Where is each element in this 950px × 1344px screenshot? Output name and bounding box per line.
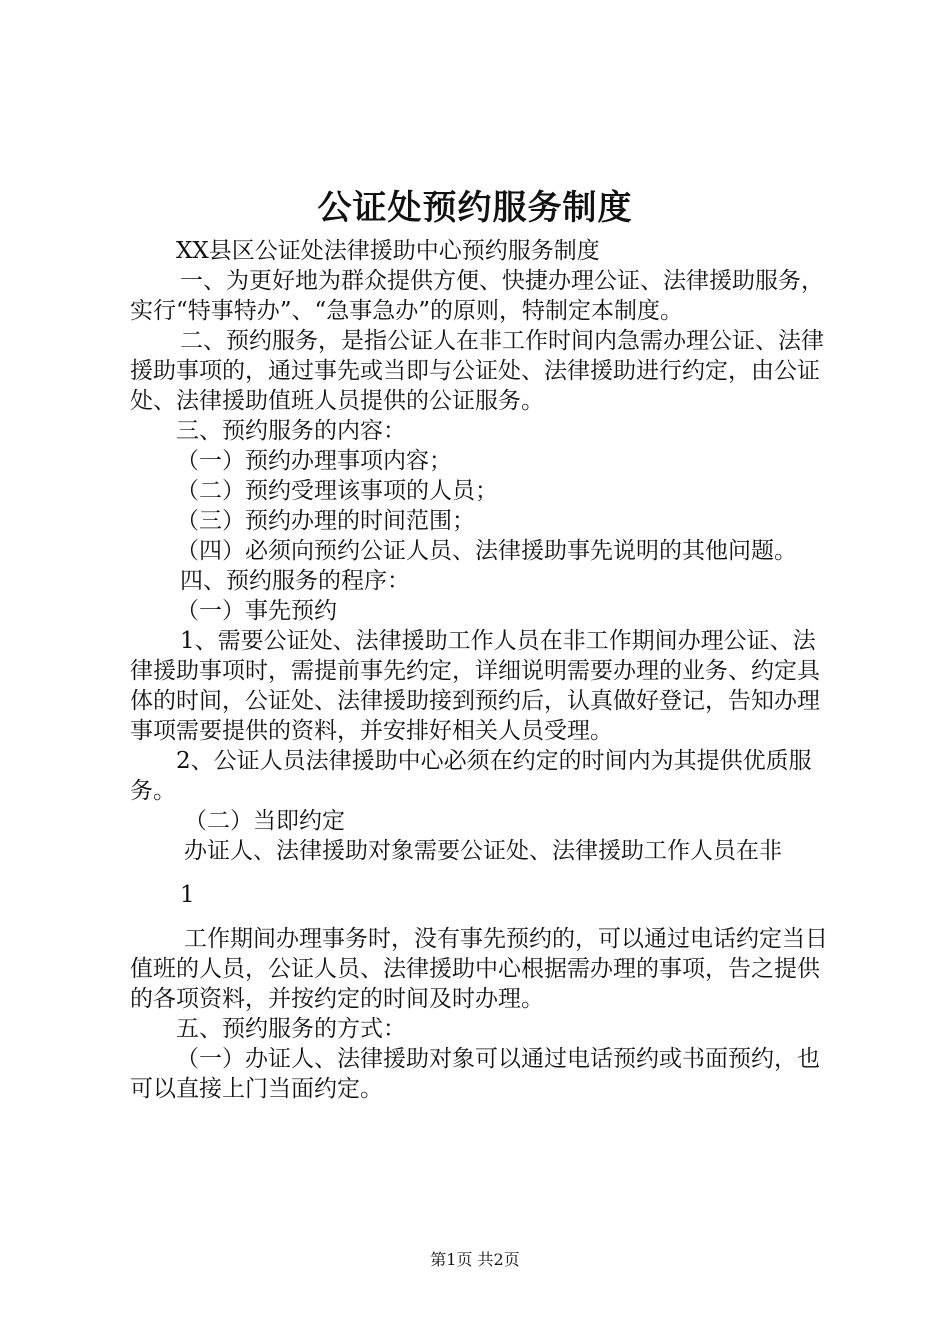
page-number-marker: 1 bbox=[180, 882, 195, 908]
subsection-heading: （二）当即约定 bbox=[184, 808, 345, 834]
document-body bbox=[130, 236, 835, 1104]
paragraph: 1、需要公证处、法律援助工作人员在非工作期间办理公证、法律援助事项时，需提前事先约定，详细说明需要办理的业务、约定具体的时间，公证处、法律援助接到预约后，认真做好登记，告知办理事项需要提供的资料，并安排好相关人员受理。 bbox=[130, 628, 820, 744]
paragraph-subtitle: XX县区公证处法律援助中心预约服务制度 bbox=[176, 238, 600, 264]
page-footer: 第1页 共2页 bbox=[430, 1250, 520, 1269]
paragraph: 一、为更好地为群众提供方便、快捷办理公证、法律援助服务，实行“特事特办”、“急事急办”的原则，特制定本制度。 bbox=[130, 268, 824, 324]
section-heading: 五、预约服务的方式： bbox=[176, 1016, 406, 1042]
list-item: （一）预约办理事项内容； bbox=[176, 448, 452, 474]
section-heading: 三、预约服务的内容： bbox=[176, 418, 406, 444]
document-title: 公证处预约服务制度 bbox=[317, 188, 633, 228]
paragraph: （一）办证人、法律援助对象可以通过电话预约或书面预约，也可以直接上门当面约定。 bbox=[130, 1046, 820, 1102]
paragraph: 二、预约服务，是指公证人在非工作时间内急需办理公证、法律援助事项的，通过事先或当即与公证处、法律援助进行约定，由公证处、法律援助值班人员提供的公证服务。 bbox=[130, 328, 824, 414]
list-item: （三）预约办理的时间范围； bbox=[176, 508, 475, 534]
subsection-heading: （一）事先预约 bbox=[176, 598, 337, 624]
paragraph: 办证人、法律援助对象需要公证处、法律援助工作人员在非 bbox=[184, 838, 782, 864]
section-heading: 四、预约服务的程序： bbox=[180, 568, 410, 594]
paragraph: 工作期间办理事务时，没有事先预约的，可以通过电话约定当日值班的人员，公证人员、法律援助中心根据需办理的事项，告之提供的各项资料，并按约定的时间及时办理。 bbox=[130, 926, 828, 1012]
paragraph: 2、公证人员法律援助中心必须在约定的时间内为其提供优质服务。 bbox=[130, 748, 812, 804]
list-item: （四）必须向预约公证人员、法律援助事先说明的其他问题。 bbox=[176, 538, 797, 564]
list-item: （二）预约受理该事项的人员； bbox=[176, 478, 498, 504]
